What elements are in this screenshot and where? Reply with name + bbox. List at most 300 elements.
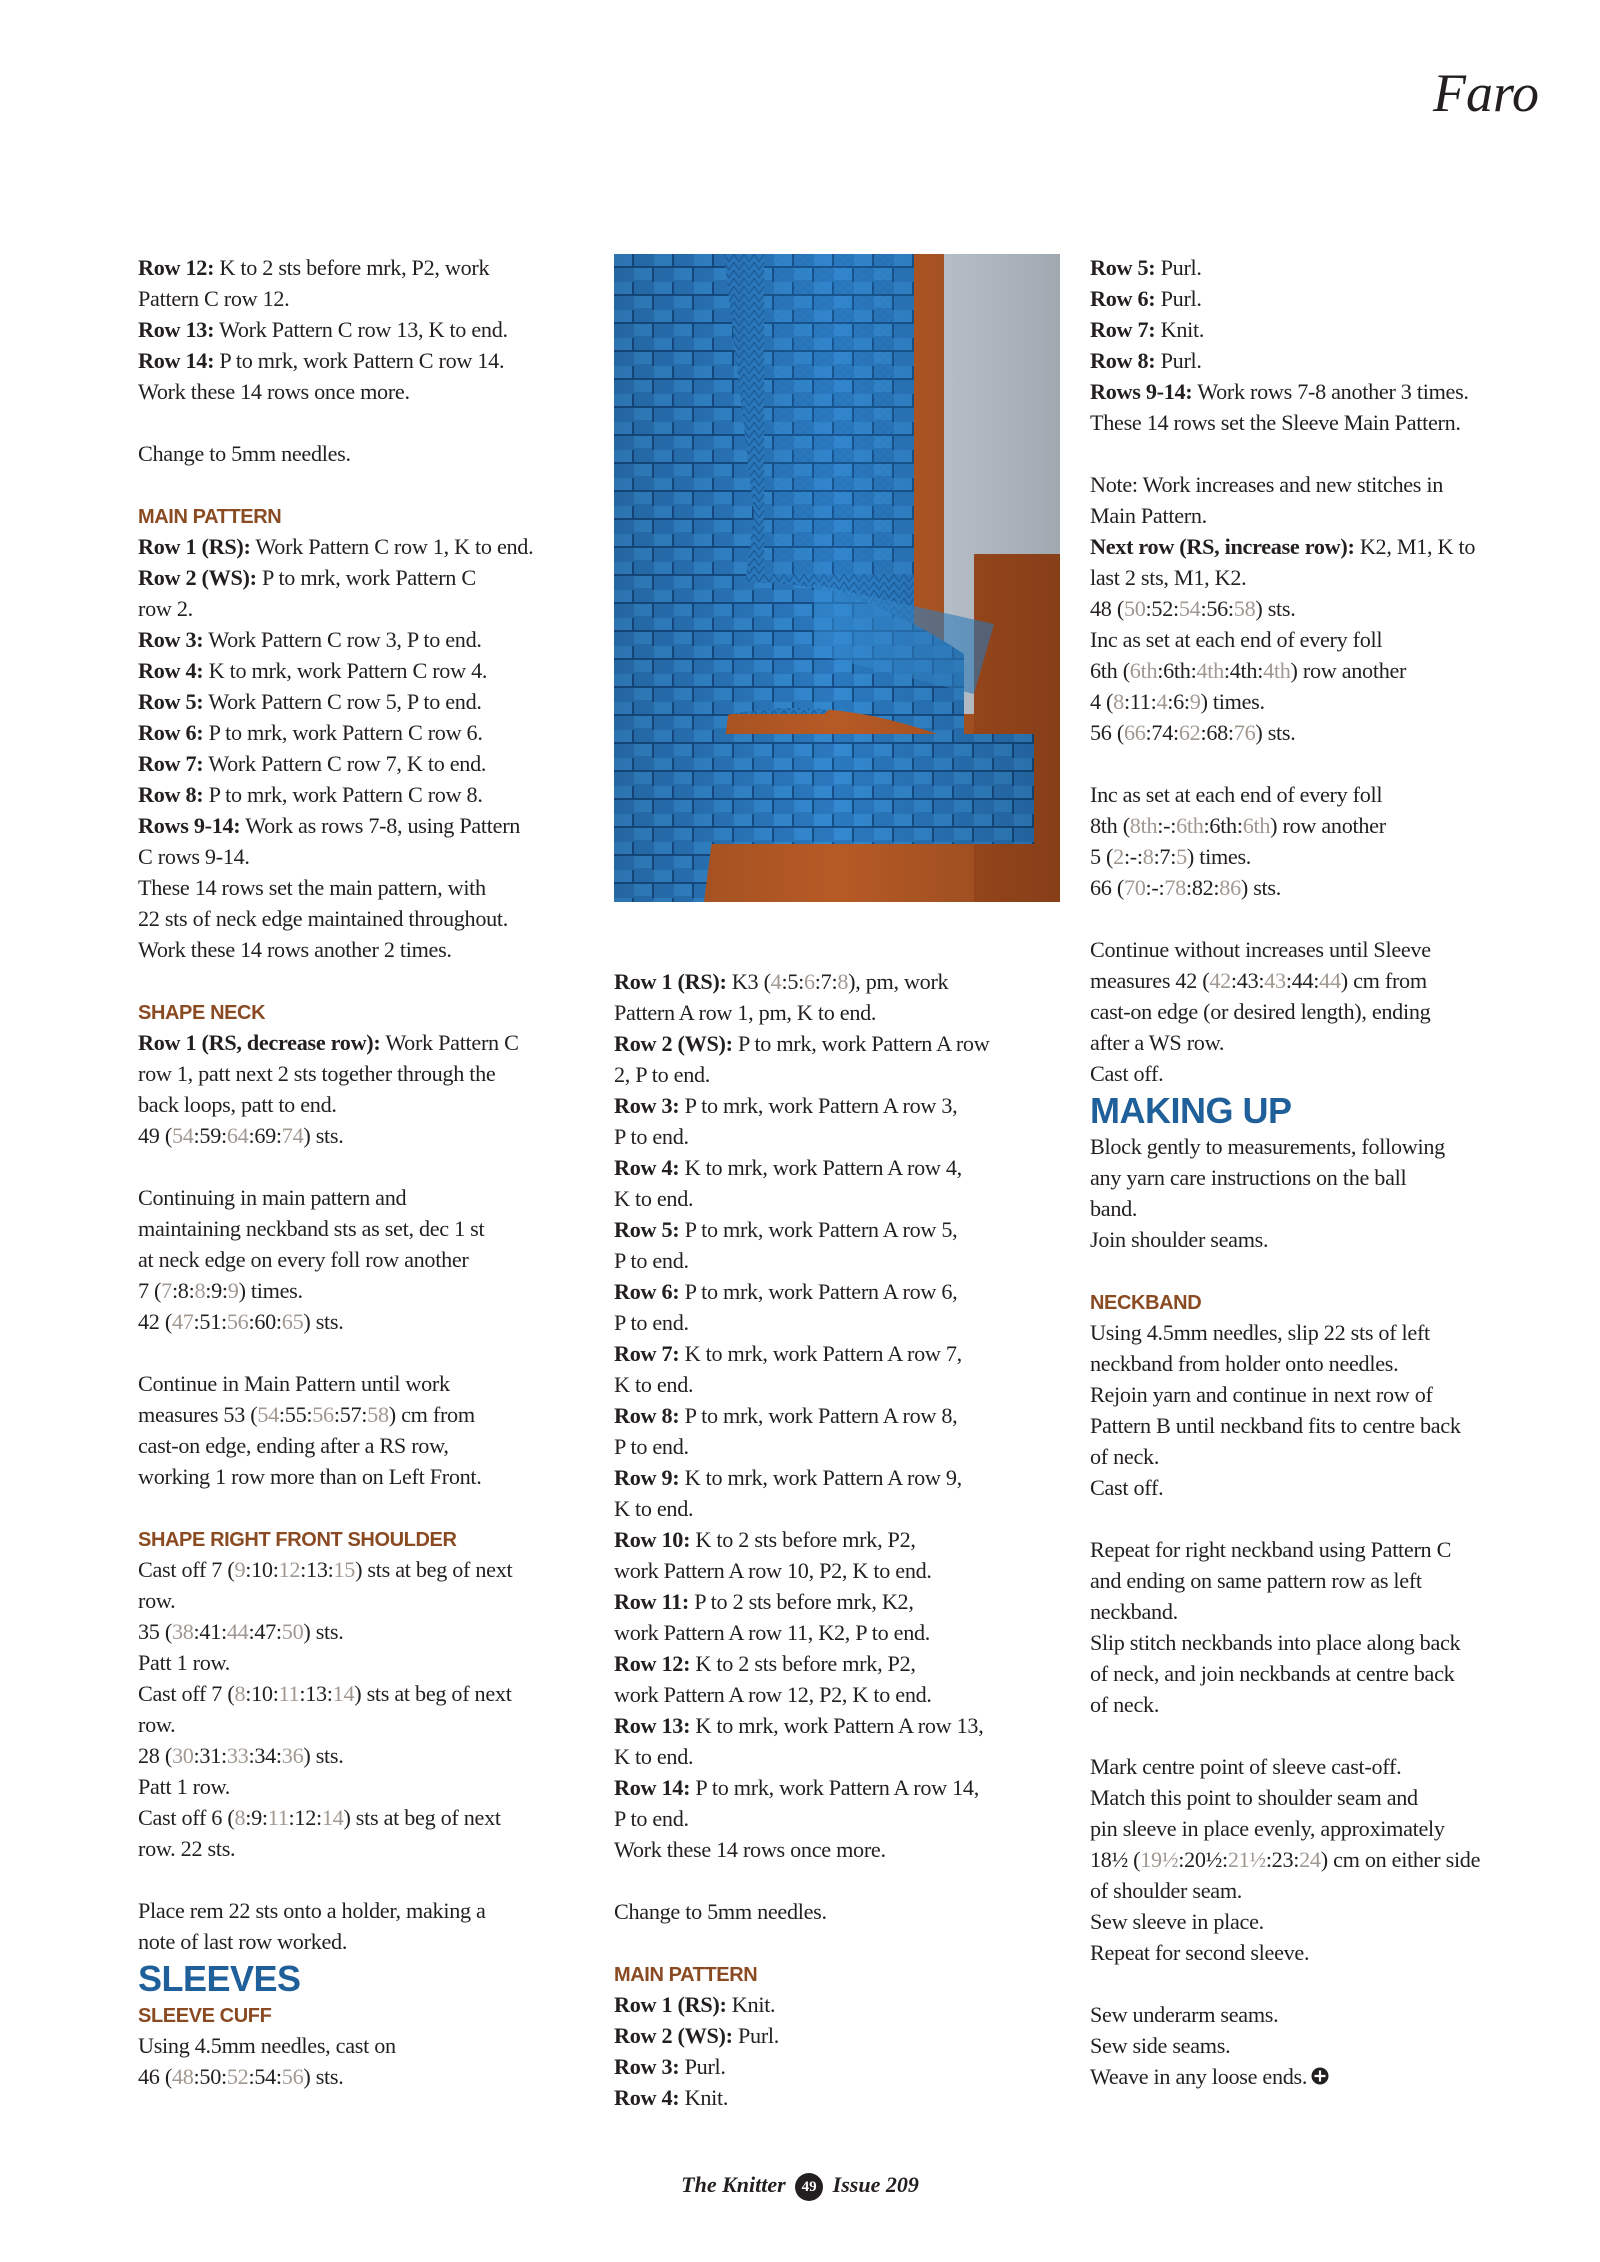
instruction-line — [138, 1430, 583, 1461]
instruction-line — [138, 1306, 583, 1337]
instruction-text: Inc as set at each end of every foll — [1090, 627, 1383, 652]
knitwear-photo — [614, 254, 1060, 902]
instruction-text: ) cm from — [1340, 968, 1427, 993]
instruction-line — [138, 624, 583, 655]
spacer — [1090, 1720, 1535, 1751]
instruction-line — [1090, 1224, 1535, 1255]
instruction-line — [138, 1926, 583, 1957]
instruction-text: ) sts. — [303, 1309, 344, 1334]
row-label: Row 1 (RS): — [614, 1992, 727, 2017]
instruction-text: Match this point to shoulder seam and — [1090, 1785, 1418, 1810]
size-value: 11 — [278, 1681, 300, 1706]
instruction-text: ) row another — [1270, 813, 1386, 838]
instruction-text: work Pattern A row 11, K2, P to end. — [614, 1620, 931, 1645]
instruction-line — [138, 531, 583, 562]
size-value: 43 — [1264, 968, 1286, 993]
instruction-line — [614, 1152, 1064, 1183]
instruction-text: any yarn care instructions on the ball — [1090, 1165, 1407, 1190]
instruction-text: 49 ( — [138, 1123, 172, 1148]
instruction-text: Patt 1 row. — [138, 1650, 231, 1675]
spacer — [614, 1927, 1064, 1958]
size-value: 47 — [171, 1309, 194, 1334]
page-title: Faro — [1433, 63, 1539, 123]
size-value: 11 — [267, 1805, 289, 1830]
instruction-line — [614, 1369, 1064, 1400]
spacer — [138, 469, 583, 500]
instruction-line — [138, 1554, 583, 1585]
instruction-text: Change to 5mm needles. — [614, 1899, 827, 1924]
instruction-text: K to mrk, work Pattern A row 4, — [679, 1155, 962, 1180]
instruction-line — [138, 1585, 583, 1616]
instruction-text: row. — [138, 1588, 176, 1613]
instruction-text: Cast off. — [1090, 1061, 1164, 1086]
instruction-line — [138, 717, 583, 748]
instruction-line — [138, 2061, 583, 2092]
instruction-text: Note: Work increases and new stitches in — [1090, 472, 1444, 497]
instruction-text: Work these 14 rows once more. — [614, 1837, 886, 1862]
instruction-line — [1090, 531, 1535, 562]
row-label: Row 3: — [614, 2054, 680, 2079]
instruction-line — [1090, 1751, 1535, 1782]
subsection-heading: SLEEVE CUFF — [138, 2005, 272, 2027]
instruction-line — [138, 1275, 583, 1306]
instruction-text: Cast off 7 ( — [138, 1681, 235, 1706]
instruction-text: P to mrk, work Pattern C — [256, 565, 476, 590]
instruction-line — [614, 1028, 1064, 1059]
instruction-text: Change to 5mm needles. — [138, 441, 351, 466]
instruction-line — [1090, 1906, 1535, 1937]
row-label: Row 6: — [138, 720, 204, 745]
instruction-text: P to mrk, work Pattern A row 5, — [679, 1217, 958, 1242]
instruction-text: of shoulder seam. — [1090, 1878, 1243, 1903]
size-value: 8 — [1142, 844, 1154, 869]
instruction-text: ), pm, work — [848, 969, 949, 994]
instruction-line — [138, 283, 583, 314]
section-heading: SLEEVES — [138, 1958, 301, 1999]
spacer — [1090, 903, 1535, 934]
instruction-line — [138, 1740, 583, 1771]
row-label: Row 13: — [614, 1713, 691, 1738]
row-label: Row 1 (RS, decrease row): — [138, 1030, 381, 1055]
instruction-line — [1090, 283, 1535, 314]
instruction-text: 22 sts of neck edge maintained throughout. — [138, 906, 509, 931]
size-value: 38 — [171, 1619, 194, 1644]
instruction-line — [1090, 810, 1535, 841]
instruction-line — [1090, 1689, 1535, 1720]
size-value: 48 — [171, 2064, 194, 2089]
instruction-line — [1090, 1875, 1535, 1906]
size-value: 6th — [1176, 813, 1204, 838]
instruction-line — [1090, 407, 1535, 438]
instruction-line — [138, 655, 583, 686]
instruction-line — [138, 562, 583, 593]
instruction-text: ) cm on either side — [1320, 1847, 1481, 1872]
size-value: 74 — [281, 1123, 304, 1148]
row-label: Row 14: — [614, 1775, 691, 1800]
instruction-line — [614, 1741, 1064, 1772]
instruction-line — [138, 686, 583, 717]
instruction-line — [1090, 1027, 1535, 1058]
instruction-text: :8: — [171, 1278, 195, 1303]
spacer — [138, 1337, 583, 1368]
spacer — [138, 407, 583, 438]
instruction-line — [138, 1244, 583, 1275]
instruction-line — [1090, 1658, 1535, 1689]
instruction-text: ) sts at beg of next — [354, 1681, 512, 1706]
instruction-line — [138, 1709, 583, 1740]
page-footer — [0, 2172, 1600, 2201]
instruction-text: at neck edge on every foll row another — [138, 1247, 469, 1272]
instruction-line — [138, 779, 583, 810]
instruction-line — [1090, 1627, 1535, 1658]
instruction-text: :-: — [1123, 844, 1143, 869]
instruction-text: Knit. — [1155, 317, 1205, 342]
instruction-text: :74: — [1145, 720, 1179, 745]
instruction-text: Cast off. — [1090, 1475, 1164, 1500]
spacer — [138, 1864, 583, 1895]
spacer — [138, 965, 583, 996]
instruction-line — [138, 1678, 583, 1709]
instruction-text: 46 ( — [138, 2064, 172, 2089]
size-value: 33 — [226, 1743, 249, 1768]
spacer — [1090, 438, 1535, 469]
instruction-text: K to end. — [614, 1372, 694, 1397]
instruction-text: 6th ( — [1090, 658, 1130, 683]
instruction-text: Mark centre point of sleeve cast-off. — [1090, 1754, 1402, 1779]
instruction-line — [614, 2082, 1064, 2113]
instruction-line — [138, 1120, 583, 1151]
instruction-text: Cast off 6 ( — [138, 1805, 235, 1830]
spacer — [1090, 1503, 1535, 1534]
size-value: 78 — [1164, 875, 1186, 900]
size-value: 6th — [1129, 658, 1158, 683]
instruction-line — [614, 2020, 1064, 2051]
instruction-line — [614, 1214, 1064, 1245]
instruction-text: :50: — [193, 2064, 227, 2089]
column-right — [1090, 252, 1535, 2092]
row-label: Row 5: — [614, 1217, 680, 1242]
instruction-text: :5: — [781, 969, 804, 994]
size-value: 64 — [226, 1123, 249, 1148]
instruction-text: P to mrk, work Pattern C row 14. — [214, 348, 505, 373]
instruction-line — [138, 314, 583, 345]
instruction-line — [138, 1895, 583, 1926]
instruction-line — [614, 1989, 1064, 2020]
instruction-text: maintaining neckband sts as set, dec 1 st — [138, 1216, 485, 1241]
instruction-line — [1090, 500, 1535, 531]
instruction-line — [614, 1834, 1064, 1865]
instruction-line — [138, 872, 583, 903]
instruction-text: Purl. — [1155, 255, 1202, 280]
instruction-line — [1090, 1348, 1535, 1379]
row-label: Row 6: — [1090, 286, 1156, 311]
instruction-line — [138, 438, 583, 469]
instruction-line — [1090, 2061, 1535, 2092]
size-value: 44 — [226, 1619, 249, 1644]
size-value: 4 — [1156, 689, 1168, 714]
instruction-line — [138, 903, 583, 934]
instruction-text: and ending on same pattern row as left — [1090, 1568, 1422, 1593]
size-value: 8th — [1129, 813, 1158, 838]
instruction-text: 66 ( — [1090, 875, 1124, 900]
row-label: Rows 9-14: — [1090, 379, 1193, 404]
instruction-text: of neck, and join neckbands at centre back — [1090, 1661, 1455, 1686]
size-value: 9 — [227, 1278, 239, 1303]
instruction-line — [1090, 1379, 1535, 1410]
row-label: Row 12: — [614, 1651, 691, 1676]
instruction-line — [1090, 655, 1535, 686]
row-label: Row 4: — [614, 1155, 680, 1180]
instruction-text: Work rows 7-8 another 3 times. — [1192, 379, 1469, 404]
instruction-text: after a WS row. — [1090, 1030, 1225, 1055]
instruction-text: 4 ( — [1090, 689, 1114, 714]
instruction-text: :52: — [1145, 596, 1179, 621]
instruction-text: 8th ( — [1090, 813, 1130, 838]
instruction-text: ) sts. — [303, 1619, 344, 1644]
instruction-line — [138, 1833, 583, 1864]
instruction-text: P to mrk, work Pattern A row 8, — [679, 1403, 958, 1428]
instruction-line — [1090, 1410, 1535, 1441]
instruction-line — [1090, 1937, 1535, 1968]
size-value: 30 — [171, 1743, 194, 1768]
row-label: Row 3: — [614, 1093, 680, 1118]
instruction-line — [138, 1802, 583, 1833]
instruction-text: :12: — [288, 1805, 322, 1830]
instruction-text: :47: — [248, 1619, 282, 1644]
instruction-text: ) sts. — [303, 1743, 344, 1768]
instruction-text: ) times. — [238, 1278, 303, 1303]
instruction-text: 5 ( — [1090, 844, 1114, 869]
size-value: 65 — [281, 1309, 304, 1334]
instruction-text: pin sleeve in place evenly, approximately — [1090, 1816, 1445, 1841]
row-label: Row 8: — [1090, 348, 1156, 373]
size-value: 4th — [1263, 658, 1291, 683]
instruction-line — [1090, 1565, 1535, 1596]
instruction-text: :54: — [248, 2064, 282, 2089]
subsection-heading: MAIN PATTERN — [138, 506, 282, 528]
instruction-text: K to 2 sts before mrk, P2, — [690, 1527, 916, 1552]
instruction-text: P to mrk, work Pattern C row 6. — [203, 720, 483, 745]
instruction-text: K to 2 sts before mrk, P2, — [690, 1651, 916, 1676]
instruction-text: :7: — [814, 969, 838, 994]
instruction-text: working 1 row more than on Left Front. — [138, 1464, 482, 1489]
instruction-text: P to end. — [614, 1248, 689, 1273]
row-label: Row 13: — [138, 317, 215, 342]
instruction-line — [1090, 1131, 1535, 1162]
instruction-text: Place rem 22 sts onto a holder, making a — [138, 1898, 486, 1923]
instruction-text: Purl. — [1155, 286, 1202, 311]
row-label: Row 10: — [614, 1527, 691, 1552]
instruction-text: :56: — [1200, 596, 1234, 621]
instruction-text: Work Pattern C row 3, P to end. — [203, 627, 482, 652]
instruction-text: ) sts. — [1240, 875, 1281, 900]
instruction-line — [614, 1090, 1064, 1121]
instruction-line — [1090, 562, 1535, 593]
instruction-line — [614, 1493, 1064, 1524]
instruction-line — [1090, 1317, 1535, 1348]
instruction-text: work Pattern A row 10, P2, K to end. — [614, 1558, 932, 1583]
size-value: 24 — [1299, 1847, 1321, 1872]
instruction-line — [1090, 841, 1535, 872]
spacer — [1090, 1968, 1535, 1999]
instruction-text: :20½: — [1178, 1847, 1228, 1872]
instruction-text: of neck. — [1090, 1444, 1160, 1469]
instruction-text: 35 ( — [138, 1619, 172, 1644]
instruction-text: Sew underarm seams. — [1090, 2002, 1279, 2027]
instruction-line — [614, 1338, 1064, 1369]
size-value: 8 — [234, 1681, 246, 1706]
instruction-text: measures 53 ( — [138, 1402, 258, 1427]
size-value: 70 — [1123, 875, 1146, 900]
row-label: Row 5: — [1090, 255, 1156, 280]
size-value: 6th — [1242, 813, 1271, 838]
instruction-text: 18½ ( — [1090, 1847, 1141, 1872]
instruction-text: Pattern C row 12. — [138, 286, 290, 311]
instruction-line — [1090, 2030, 1535, 2061]
size-value: 12 — [278, 1557, 301, 1582]
instruction-line — [138, 1213, 583, 1244]
instruction-text: K2, M1, K to — [1354, 534, 1476, 559]
instruction-line — [614, 1586, 1064, 1617]
size-value: 56 — [312, 1402, 334, 1427]
instruction-text: Repeat for second sleeve. — [1090, 1940, 1310, 1965]
instruction-line — [614, 1772, 1064, 1803]
instruction-line — [614, 1431, 1064, 1462]
instruction-text: Work these 14 rows another 2 times. — [138, 937, 452, 962]
instruction-text: Work Pattern C row 1, K to end. — [250, 534, 534, 559]
size-value: 54 — [1178, 596, 1201, 621]
row-label: Next row (RS, increase row): — [1090, 534, 1355, 559]
size-value: 62 — [1178, 720, 1201, 745]
instruction-line — [614, 1059, 1064, 1090]
instruction-text: :43: — [1230, 968, 1265, 993]
instruction-text: :68: — [1200, 720, 1234, 745]
size-value: 44 — [1319, 968, 1341, 993]
instruction-text: :11: — [1123, 689, 1157, 714]
instruction-line — [614, 1307, 1064, 1338]
size-value: 8 — [1113, 689, 1124, 714]
instruction-text: K to end. — [614, 1496, 694, 1521]
instruction-line — [614, 1183, 1064, 1214]
instruction-line — [614, 966, 1064, 997]
section-heading: MAKING UP — [1090, 1090, 1292, 1131]
instruction-text: K3 ( — [726, 969, 771, 994]
size-value: 15 — [333, 1557, 356, 1582]
instruction-text: Patt 1 row. — [138, 1774, 231, 1799]
spacer — [1090, 748, 1535, 779]
size-value: 66 — [1123, 720, 1146, 745]
instruction-text: :60: — [248, 1309, 282, 1334]
row-label: Row 7: — [614, 1341, 680, 1366]
instruction-line — [1090, 717, 1535, 748]
instruction-text: last 2 sts, M1, K2. — [1090, 565, 1247, 590]
instruction-line — [1090, 1813, 1535, 1844]
instruction-text: :10: — [245, 1681, 279, 1706]
instruction-text: ) row another — [1290, 658, 1407, 683]
size-value: 8 — [837, 969, 849, 994]
instruction-text: cast-on edge, ending after a RS row, — [138, 1433, 449, 1458]
row-label: Row 2 (WS): — [614, 1031, 733, 1056]
instruction-line — [138, 810, 583, 841]
instruction-line — [138, 345, 583, 376]
size-value: 14 — [321, 1805, 344, 1830]
instruction-line — [1090, 872, 1535, 903]
instruction-text: ) sts. — [303, 2064, 344, 2089]
instruction-text: P to end. — [614, 1124, 689, 1149]
footer-magazine: The Knitter — [681, 2172, 786, 2197]
instruction-line — [138, 934, 583, 965]
size-value: 2 — [1113, 844, 1124, 869]
instruction-text: These 14 rows set the Sleeve Main Pattern. — [1090, 410, 1461, 435]
spacer — [1090, 1255, 1535, 1286]
instruction-text: Work these 14 rows once more. — [138, 379, 410, 404]
instruction-text: Purl. — [679, 2054, 726, 2079]
instruction-text: :-: — [1145, 875, 1165, 900]
size-value: 50 — [1123, 596, 1146, 621]
instruction-text: :13: — [300, 1557, 334, 1582]
instruction-text: :55: — [278, 1402, 313, 1427]
instruction-text: 56 ( — [1090, 720, 1124, 745]
instruction-line — [1090, 345, 1535, 376]
instruction-line — [1090, 965, 1535, 996]
instruction-text: These 14 rows set the main pattern, with — [138, 875, 486, 900]
row-label: Row 8: — [138, 782, 204, 807]
instruction-text: Using 4.5mm needles, cast on — [138, 2033, 396, 2058]
instruction-text: Knit. — [679, 2085, 729, 2110]
instruction-line — [1090, 593, 1535, 624]
instruction-text: cast-on edge (or desired length), ending — [1090, 999, 1431, 1024]
instruction-text: ) sts. — [303, 1123, 344, 1148]
instruction-text: Sew sleeve in place. — [1090, 1909, 1264, 1934]
instruction-text: neckband from holder onto needles. — [1090, 1351, 1399, 1376]
instruction-line — [138, 376, 583, 407]
instruction-text: :57: — [333, 1402, 368, 1427]
row-label: Row 6: — [614, 1279, 680, 1304]
instruction-text: of neck. — [1090, 1692, 1160, 1717]
row-label: Row 1 (RS): — [138, 534, 251, 559]
instruction-line — [1090, 314, 1535, 345]
row-label: Row 5: — [138, 689, 204, 714]
size-value: 58 — [367, 1402, 389, 1427]
instruction-text: Purl. — [732, 2023, 780, 2048]
instruction-line — [614, 1276, 1064, 1307]
instruction-text: row. 22 sts. — [138, 1836, 236, 1861]
instruction-line — [138, 2030, 583, 2061]
instruction-line — [138, 1771, 583, 1802]
instruction-text: Work Pattern C row 5, P to end. — [203, 689, 482, 714]
size-value: 9 — [234, 1557, 246, 1582]
instruction-line — [138, 252, 583, 283]
row-label: Row 7: — [138, 751, 204, 776]
instruction-line — [138, 1461, 583, 1492]
instruction-text: Repeat for right neckband using Pattern C — [1090, 1537, 1452, 1562]
size-value: 8 — [234, 1805, 246, 1830]
instruction-text: band. — [1090, 1196, 1138, 1221]
row-label: Row 1 (RS): — [614, 969, 727, 994]
size-value: 54 — [171, 1123, 194, 1148]
instruction-text: 7 ( — [138, 1278, 162, 1303]
subsection-heading: SHAPE NECK — [138, 1002, 266, 1024]
instruction-line — [614, 1710, 1064, 1741]
row-label: Row 2 (WS): — [138, 565, 257, 590]
instruction-text: Purl. — [1155, 348, 1202, 373]
instruction-line — [138, 1399, 583, 1430]
instruction-text: :4th: — [1223, 658, 1264, 683]
instruction-text: C rows 9-14. — [138, 844, 250, 869]
instruction-line — [1090, 252, 1535, 283]
instruction-line — [614, 1555, 1064, 1586]
instruction-text: back loops, patt to end. — [138, 1092, 337, 1117]
